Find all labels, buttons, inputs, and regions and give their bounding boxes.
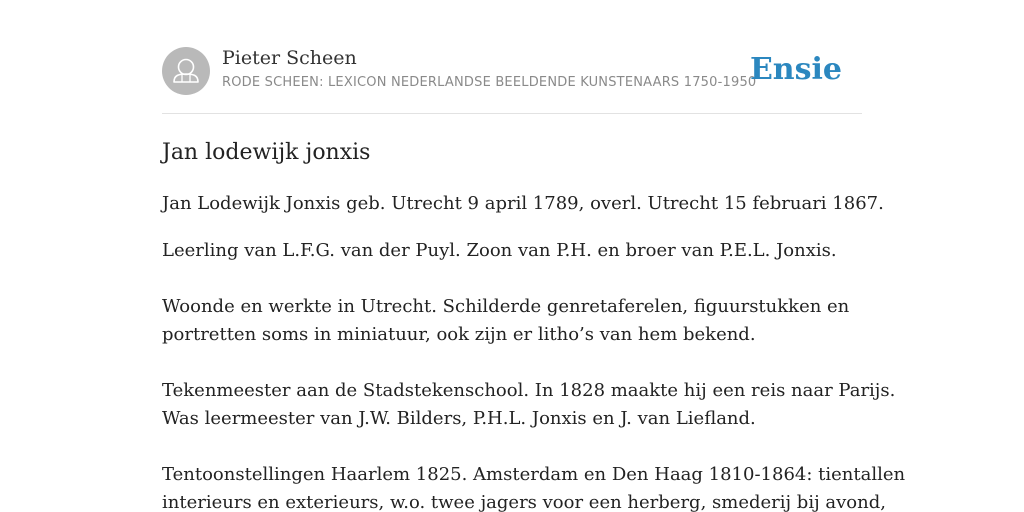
paragraph-2	[162, 293, 862, 349]
paragraph-1: Leerling van L.F.G. van der Puyl. Zoon van P.H. en broer van P.E.L. Jonxis.	[162, 240, 837, 261]
author-name[interactable]: Pieter Scheen	[222, 47, 357, 69]
article-header	[162, 47, 862, 95]
article-lead: Jan Lodewijk Jonxis geb. Utrecht 9 april 1789, overl. Utrecht 15 februari 1867.	[162, 193, 884, 214]
paragraph-2-line-2: portretten soms in miniatuur, ook zijn er litho’s van hem bekend.	[162, 324, 756, 345]
article-title: Jan lodewijk jonxis	[162, 140, 371, 165]
author-avatar[interactable]	[162, 47, 210, 95]
source-label[interactable]: RODE SCHEEN: LEXICON NEDERLANDSE BEELDENDE KUNSTENAARS 1750-1950	[222, 75, 757, 90]
paragraph-4-line-2: interieurs en exterieurs, w.o. twee jagers voor een herberg, smederij bij avond,	[162, 492, 886, 512]
paragraph-3	[162, 377, 896, 433]
paragraph-3-line-2: Was leermeester van J.W. Bilders, P.H.L. Jonxis en J. van Liefland.	[162, 408, 756, 429]
paragraph-4-line-1: Tentoonstellingen Haarlem 1825. Amsterdam en Den Haag 1810-1864: tientallen	[162, 464, 906, 485]
header-divider	[162, 113, 862, 114]
user-icon	[162, 47, 210, 95]
article-body	[162, 190, 906, 512]
paragraph-2-line-1: Woonde en werkte in Utrecht. Schilderde genretaferelen, figuurstukken en	[162, 296, 850, 317]
brand-logo[interactable]: Ensie	[749, 52, 842, 87]
paragraph-4	[162, 461, 906, 512]
paragraph-3-line-1: Tekenmeester aan de Stadstekenschool. In 1828 maakte hij een reis naar Parijs.	[162, 380, 896, 401]
